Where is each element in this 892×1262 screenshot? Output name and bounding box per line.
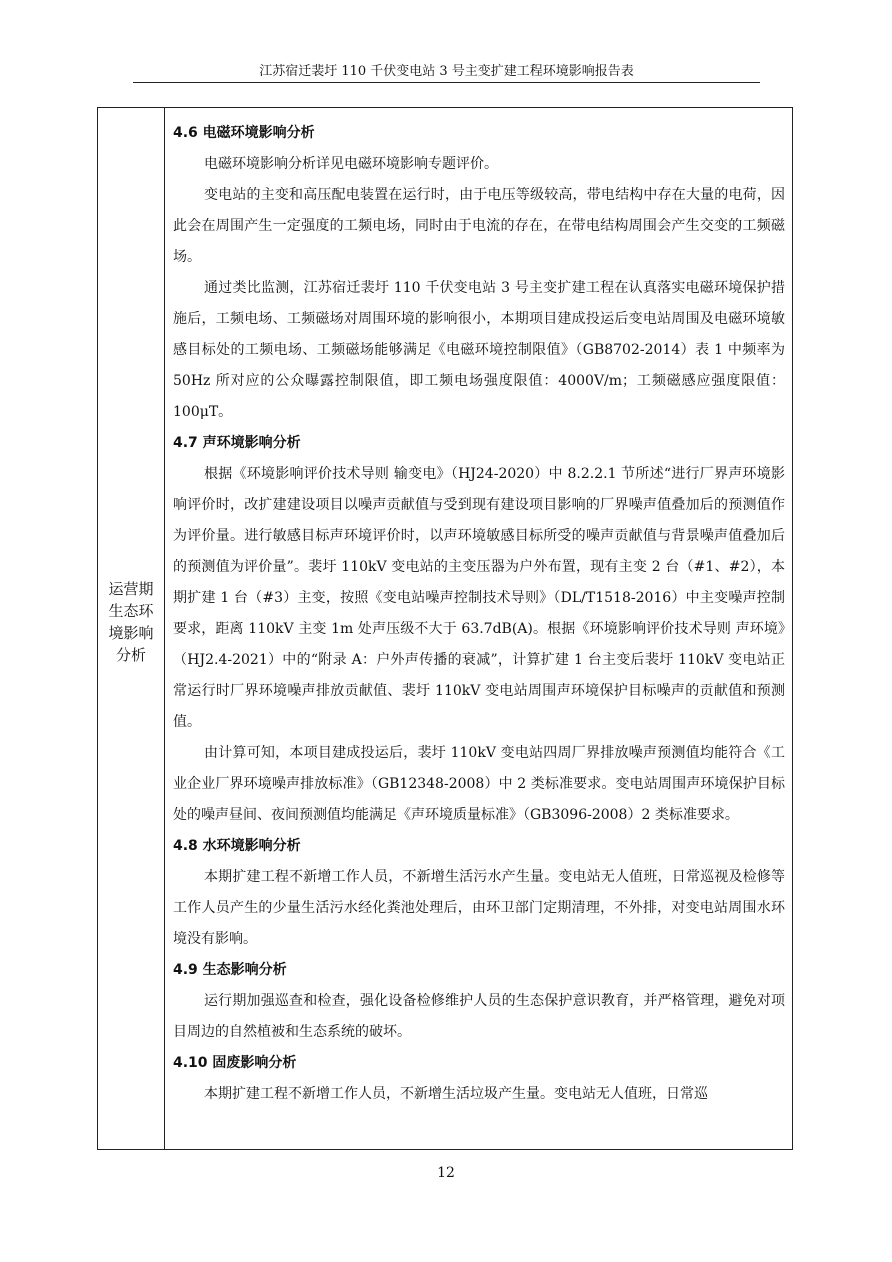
paragraph: 本期扩建工程不新增工作人员，不新增生活垃圾产生量。变电站无人值班，日常巡	[204, 1086, 708, 1102]
section-title: 4.10 固废影响分析	[173, 1055, 297, 1071]
section-acoustic	[173, 428, 785, 831]
section-solid-waste	[173, 1048, 785, 1110]
row-label-line: 分析	[115, 646, 146, 664]
paragraph: 由计算可知，本项目建成投运后，裴圩 110kV 变电站四周厂界排放噪声预测值均能符合《工业企业厂界环境噪声排放标准》（GB12348-2008）中 2 类标准要求。变电站周围声环境保护目标处的噪声昼间、夜间预测值均能满足《声环境质量标准》（GB3096-2008）2 类标准要求。	[173, 745, 785, 823]
page-header: 江苏宿迁裴圩 110 千伏变电站 3 号主变扩建工程环境影响报告表	[259, 64, 634, 79]
report-table	[97, 107, 793, 1150]
header-rule	[133, 82, 760, 83]
column-divider	[164, 108, 165, 1149]
paragraph: 运行期加强巡查和检查，强化设备检修维护人员的生态保护意识教育，并严格管理，避免对项目周边的自然植被和生态系统的破坏。	[173, 993, 785, 1040]
section-title: 4.9 生态影响分析	[173, 962, 287, 978]
section-title: 4.6 电磁环境影响分析	[173, 125, 315, 141]
row-label-line: 境影响	[108, 624, 154, 642]
section-electromagnetic	[173, 118, 785, 428]
paragraph: 根据《环境影响评价技术导则 输变电》（HJ24-2020）中 8.2.2.1 节所述“进行厂界声环境影响评价时，改扩建建设项目以噪声贡献值与受到现有建设项目影响的厂界噪声值叠加后的预测值作为评价量。进行敏感目标声环境评价时，以声环境敏感目标所受的噪声贡献值与背景噪声值叠加后的预测值为评价量”。裴圩 110kV 变电站的主变压器为户外布置，现有主变 2 台（#1、#2），本期扩建 1 台（#3）主变，按照《变电站噪声控制技术导则》（DL/T1518-2016）中主变噪声控制要求，距离 110kV 主变 1m 处声压级不大于 63.7dB(A)。根据《环境影响评价技术导则 声环境》（HJ2.4-2021）中的“附录 A：户外声传播的衰减”，计算扩建 1 台主变后裴圩 110kV 变电站正常运行时厂界环境噪声排放贡献值、裴圩 110kV 变电站周围声环境保护目标噪声的贡献值和预测值。	[173, 466, 785, 730]
row-label-line: 生态环	[108, 602, 154, 620]
row-label	[98, 578, 164, 666]
section-water	[173, 831, 785, 955]
section-title: 4.7 声环境影响分析	[173, 435, 301, 451]
row-label-line: 运营期	[108, 580, 154, 598]
paragraph: 电磁环境影响分析详见电磁环境影响专题评价。	[204, 156, 498, 172]
content-cell	[173, 118, 785, 1110]
section-title: 4.8 水环境影响分析	[173, 838, 301, 854]
section-ecology	[173, 955, 785, 1048]
page-number: 12	[437, 1165, 455, 1181]
paragraph: 本期扩建工程不新增工作人员，不新增生活污水产生量。变电站无人值班，日常巡视及检修等工作人员产生的少量生活污水经化粪池处理后，由环卫部门定期清理，不外排，对变电站周围水环境没有影响。	[173, 869, 785, 947]
paragraph: 通过类比监测，江苏宿迁裴圩 110 千伏变电站 3 号主变扩建工程在认真落实电磁环境保护措施后，工频电场、工频磁场对周围环境的影响很小，本期项目建成投运后变电站周围及电磁环境敏感目标处的工频电场、工频磁场能够满足《电磁环境控制限值》（GB8702-2014）表 1 中频率为 50Hz 所对应的公众曝露控制限值，即工频电场强度限值：4000V/m；工频磁感应强度限值：100μT。	[173, 280, 785, 420]
paragraph: 变电站的主变和高压配电装置在运行时，由于电压等级较高，带电结构中存在大量的电荷，因此会在周围产生一定强度的工频电场，同时由于电流的存在，在带电结构周围会产生交变的工频磁场。	[173, 187, 785, 265]
